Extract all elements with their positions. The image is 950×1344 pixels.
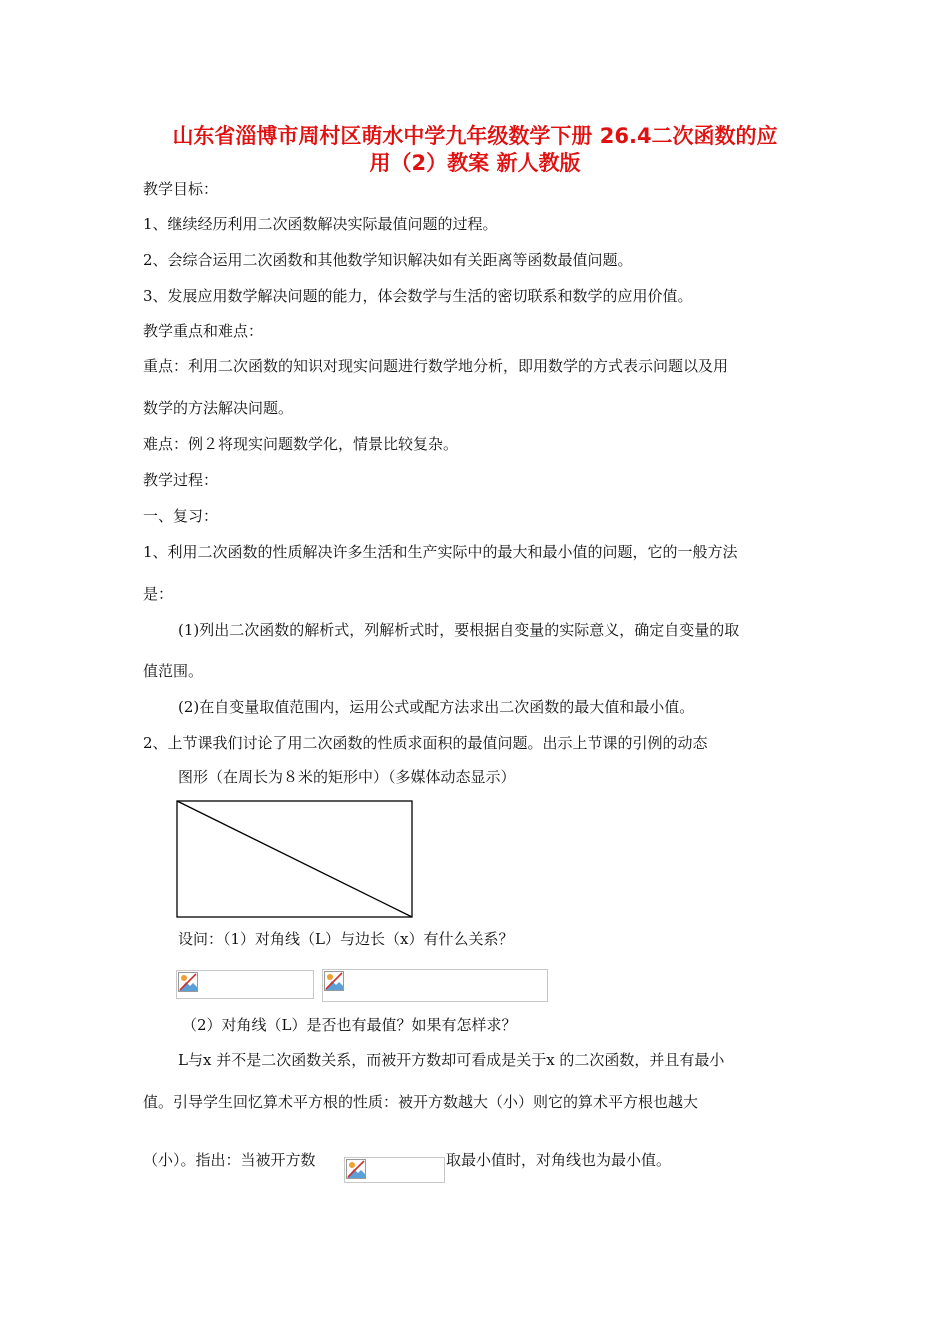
formula-image-3 — [344, 1157, 445, 1183]
document-title-line-1: 山东省淄博市周村区萌水中学九年级数学下册 26.4二次函数的应 — [172, 124, 778, 148]
question-1: 设问：（1）对角线（L）与边长（x）有什么关系？ — [178, 930, 514, 948]
broken-image-icon — [346, 1159, 366, 1179]
step-1-line-2: 值范围。 — [143, 662, 204, 680]
review-heading: 一、复习： — [143, 507, 219, 525]
broken-image-icon — [178, 972, 198, 992]
review-2-line-1: 2、上节课我们讨论了用二次函数的性质求面积的最值问题。出示上节课的引例的动态 — [143, 734, 708, 752]
broken-image-icon — [324, 971, 344, 991]
rectangle-diagonal-figure — [176, 800, 414, 920]
review-1-line-1: 1、利用二次函数的性质解决许多生活和生产实际中的最大和最小值的问题，它的一般方法 — [143, 543, 738, 561]
review-1-line-2: 是： — [143, 585, 174, 603]
review-2-line-2: 图形（在周长为８米的矩形中）（多媒体动态显示） — [178, 768, 516, 786]
explain-line-1: L与x 并不是二次函数关系，而被开方数却可看成是关于x 的二次函数，并且有最小 — [178, 1051, 725, 1069]
document-title-line-2: 用（2）教案 新人教版 — [369, 151, 581, 175]
rectangle-diagonal — [177, 801, 412, 917]
question-2: （2）对角线（L）是否也有最值？如果有怎样求？ — [182, 1016, 517, 1034]
goals-heading: 教学目标： — [143, 180, 219, 198]
goal-1: 1、继续经历利用二次函数解决实际最值问题的过程。 — [143, 215, 498, 233]
explain-line-3-end: 取最小值时，对角线也为最小值。 — [446, 1151, 672, 1169]
step-2: (2)在自变量取值范围内，运用公式或配方法求出二次函数的最大值和最小值。 — [178, 698, 695, 716]
key-heading: 教学重点和难点： — [143, 322, 264, 340]
step-1-line-1: (1)列出二次函数的解析式，列解析式时，要根据自变量的实际意义，确定自变量的取 — [178, 621, 740, 639]
goal-3: 3、发展应用数学解决问题的能力，体会数学与生活的密切联系和数学的应用价值。 — [143, 287, 693, 305]
explain-line-2: 值。引导学生回忆算术平方根的性质：被开方数越大（小）则它的算术平方根也越大 — [143, 1093, 699, 1111]
key-point-line-2: 数学的方法解决问题。 — [143, 399, 294, 417]
formula-image-1 — [176, 970, 314, 999]
goal-2: 2、会综合运用二次函数和其他数学知识解决如有关距离等函数最值问题。 — [143, 251, 633, 269]
explain-line-3-start: （小）。指出：当被开方数 — [143, 1151, 316, 1169]
formula-image-2 — [322, 969, 548, 1002]
difficulty: 难点：例２将现实问题数学化，情景比较复杂。 — [143, 435, 459, 453]
process-heading: 教学过程： — [143, 471, 219, 489]
key-point-line-1: 重点：利用二次函数的知识对现实问题进行数学地分析，即用数学的方式表示问题以及用 — [143, 357, 729, 375]
